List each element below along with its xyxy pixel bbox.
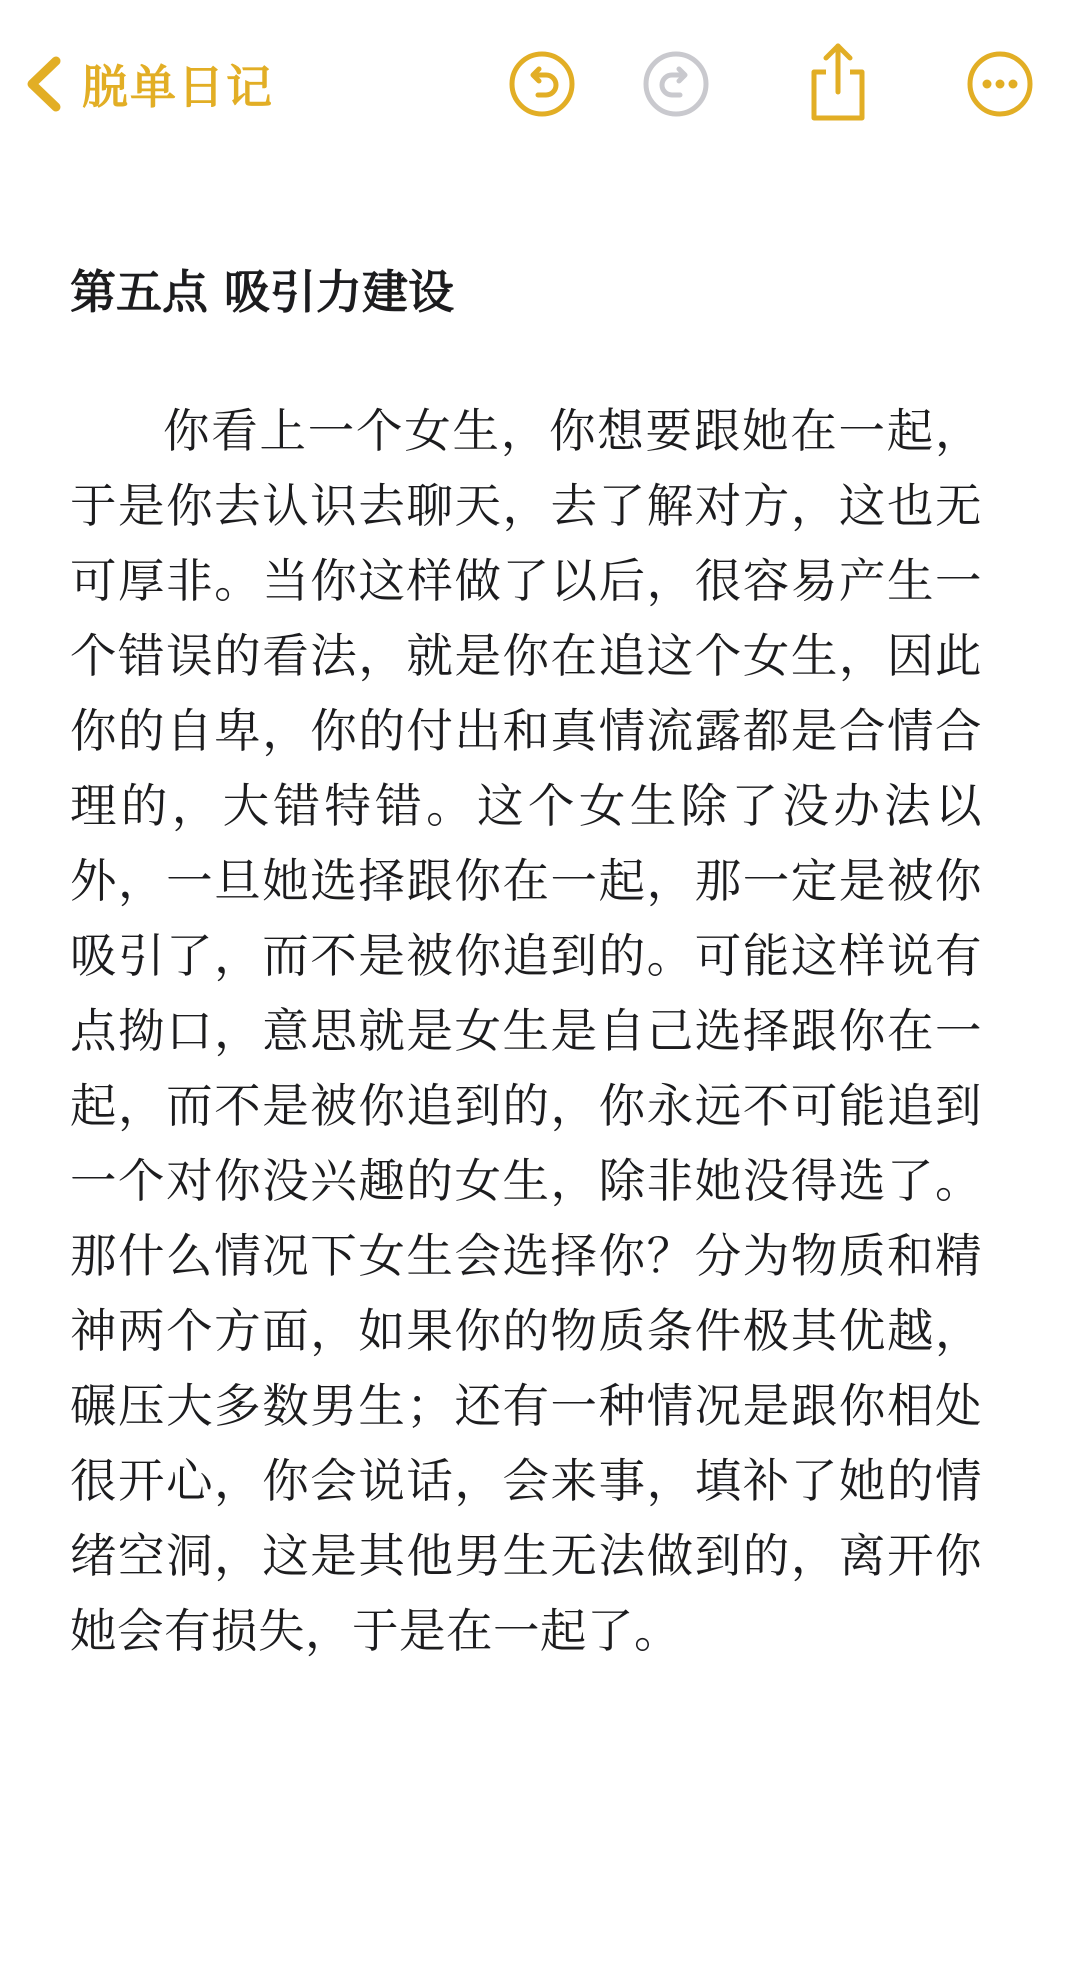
note-heading[interactable]: 第五点 吸引力建设	[70, 265, 455, 319]
redo-icon	[640, 48, 712, 120]
navigation-bar	[0, 0, 1080, 170]
note-content[interactable]	[70, 260, 982, 1716]
chevron-left-icon	[20, 51, 66, 117]
back-button[interactable]	[20, 48, 274, 120]
share-button[interactable]	[802, 40, 874, 124]
ellipsis-circle-icon	[964, 48, 1036, 120]
share-icon	[802, 40, 874, 124]
note-body[interactable]: 你看上一个女生，你想要跟她在一起，于是你去认识去聊天，去了解对方，这也无可厚非。当你这样做了以后，很容易产生一个错误的看法，就是你在追这个女生，因此你的自卑，你的付出和真情流露都是合情合理的，大错特错。这个女生除了没办法以外，一旦她选择跟你在一起，那一定是被你吸引了，而不是被你追到的。可能这样说有点拗口，意思就是女生是自己选择跟你在一起，而不是被你追到的，你永远不可能追到一个对你没兴趣的女生，除非她没得选了。那什么情况下女生会选择你？分为物质和精神两个方面，如果你的物质条件极其优越，碾压大多数男生；还有一种情况是跟你相处很开心，你会说话，会来事，填补了她的情绪空洞，这是其他男生无法做到的，离开你她会有损失，于是在一起了。	[70, 404, 982, 1658]
back-button-label: 脱单日记	[82, 60, 274, 114]
redo-button[interactable]	[640, 48, 712, 120]
more-button[interactable]	[964, 48, 1036, 120]
undo-icon	[506, 48, 578, 120]
undo-button[interactable]	[506, 48, 578, 120]
